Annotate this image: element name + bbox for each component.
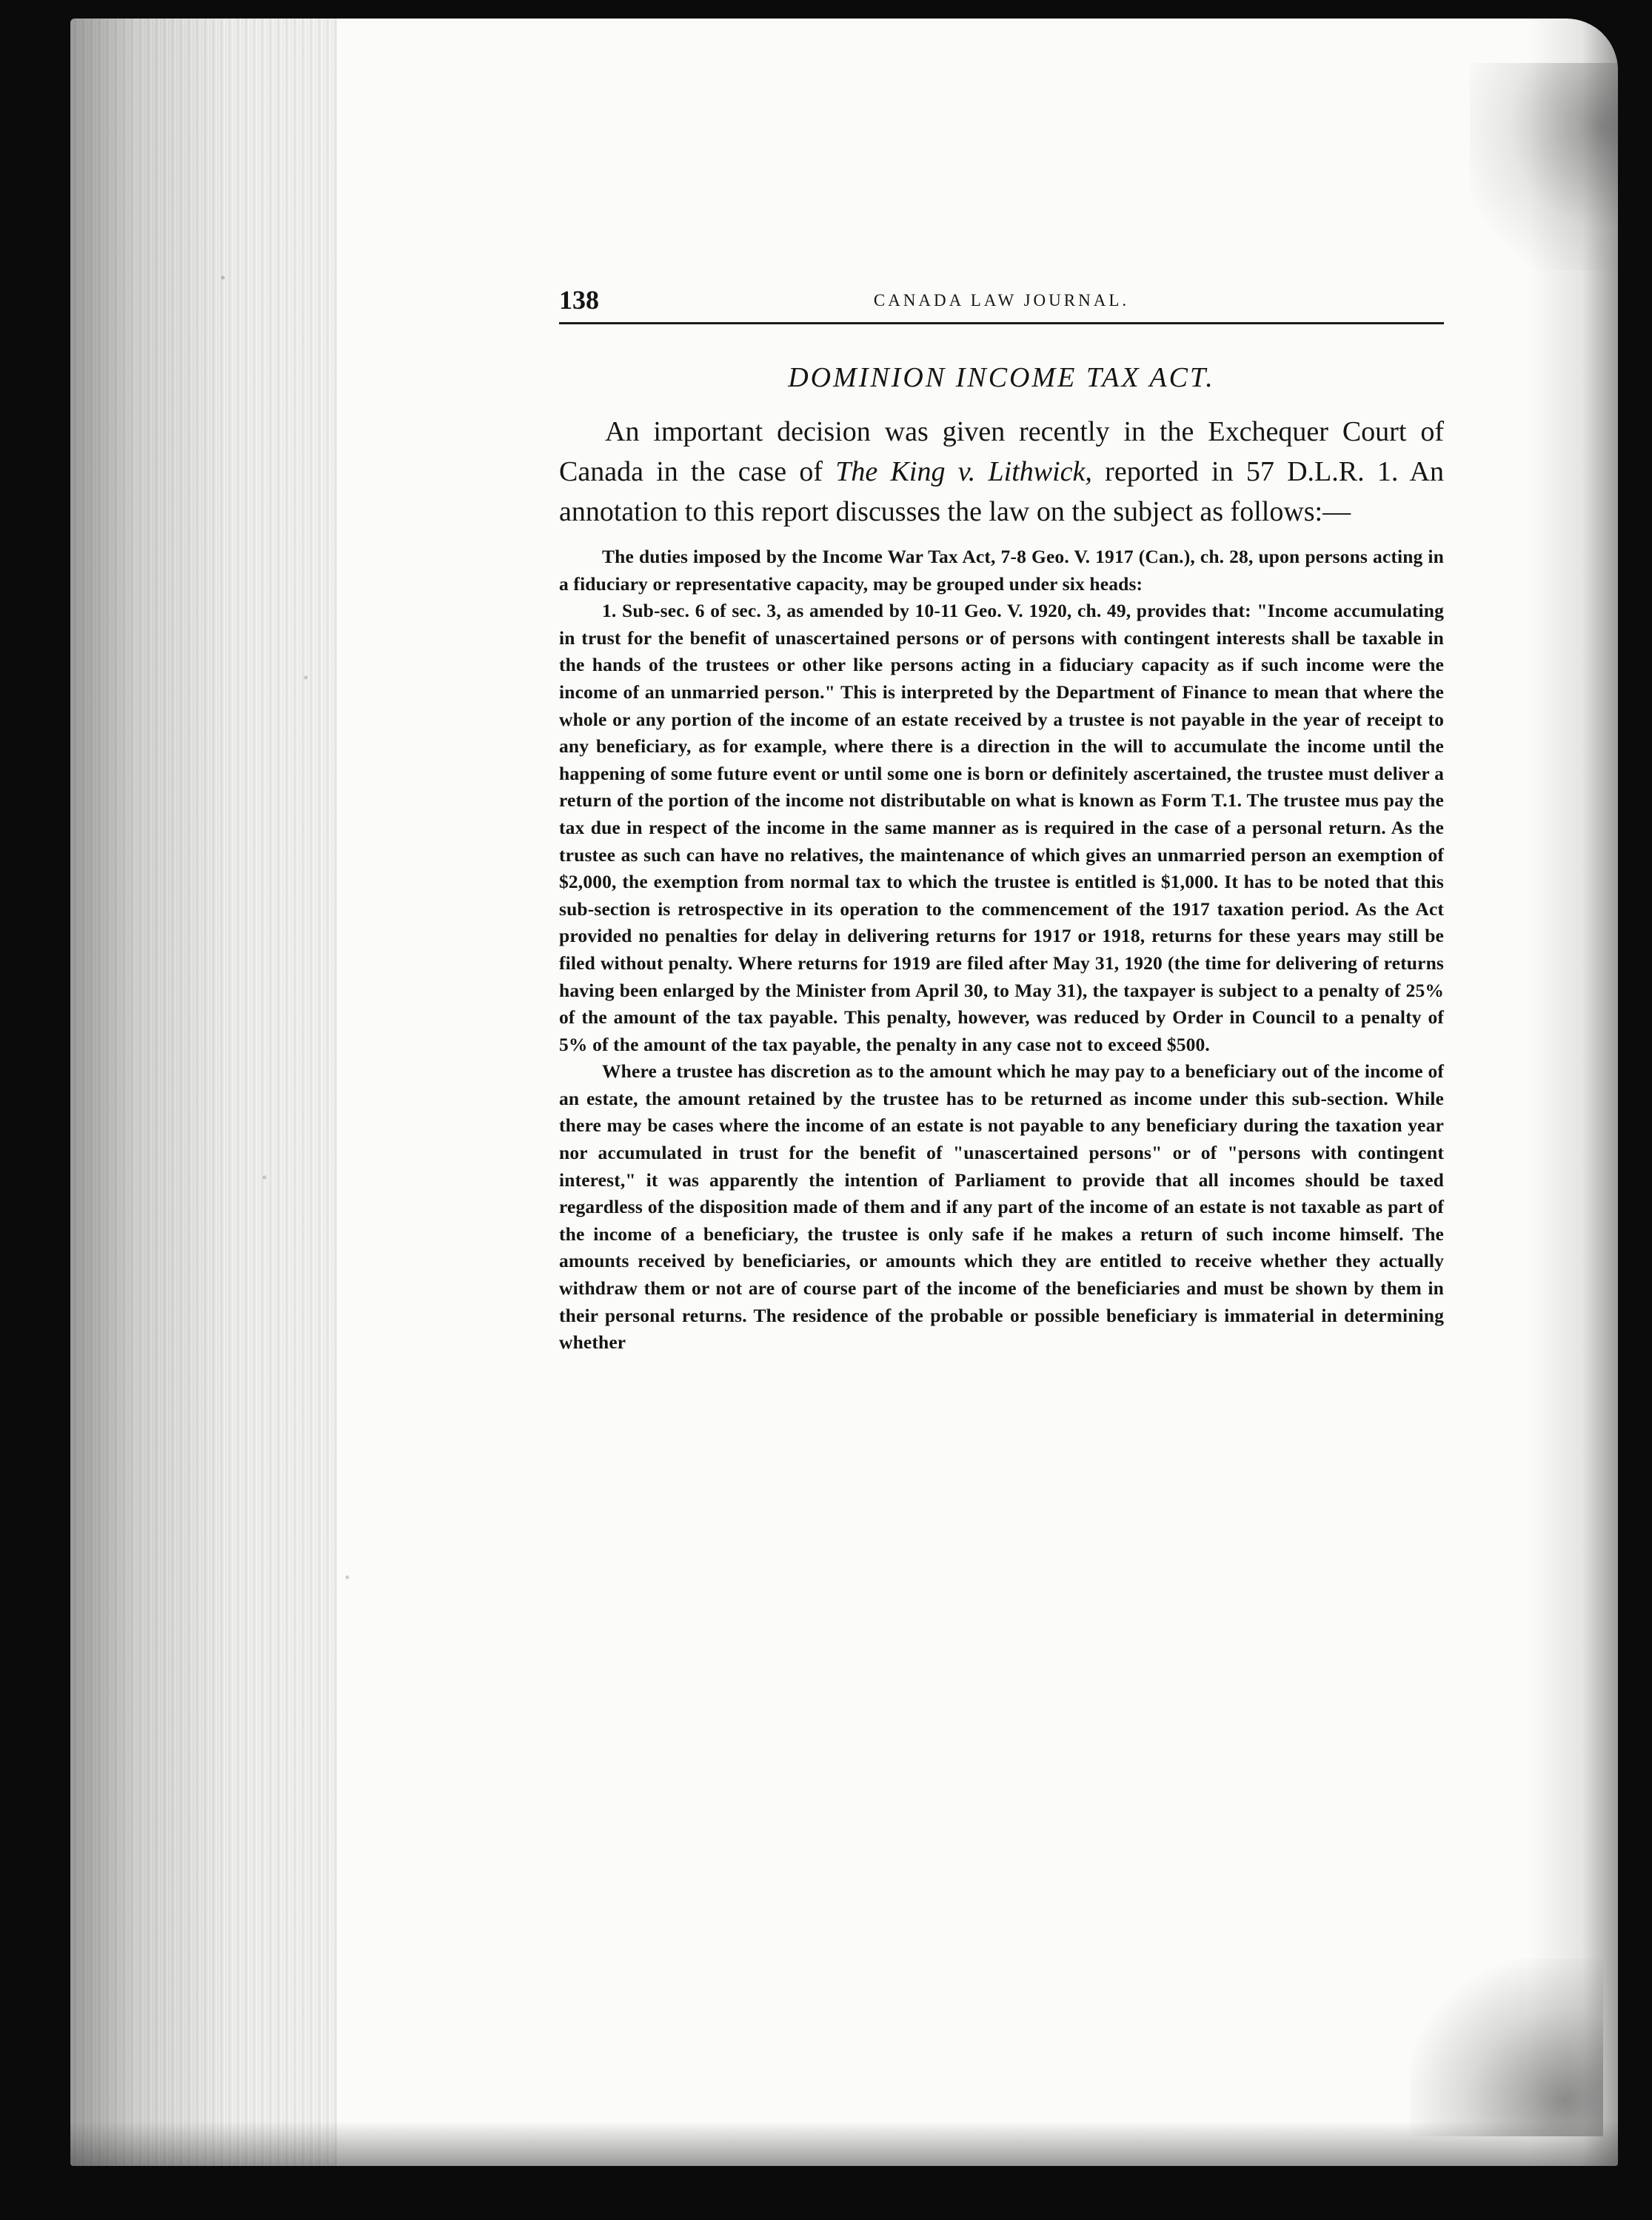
page-text	[559, 285, 1444, 1357]
case-name: The King v. Lithwick,	[835, 456, 1092, 487]
journal-name: CANADA LAW JOURNAL.	[873, 291, 1130, 310]
scan-specks	[181, 78, 389, 2077]
page-number: 138	[559, 285, 599, 315]
corner-smudge-top	[1470, 63, 1618, 270]
article-title: DOMINION INCOME TAX ACT.	[788, 362, 1215, 393]
intro-text-after: reported in 57 D.L.R. 1. An annotation to this report discusses the law on the subject as follows:—	[559, 456, 1444, 527]
paragraph-trustee-discretion: Where a trustee has discretion as to the amount which he may pay to a beneficiary out of the income of an estate, the amount retained by the trustee has to be returned as income under this sub-section. While there may be cases where the income of an estate is not payable to any beneficiary during the taxation year nor accumulated in trust for the benefit of "unascertained persons" or of "persons with contingent interest," it was apparently the intention of Parliament to provide that all incomes should be taxed regardless of the disposition made of them and if any part of the income of an estate is not taxable as part of the income of a beneficiary, the trustee is only safe if he makes a return of such income himself. The amounts received by beneficiaries, or amounts which they are entitled to receive whether they actually withdraw them or not are of course part of the income of the beneficiaries and must be shown by them in their personal returns. The residence of the probable or possible beneficiary is immaterial in determining whether	[559, 1060, 1444, 1354]
intro-text-before: An important decision was given recently in the Exchequer Court of Canada in the case of	[559, 416, 1444, 487]
paragraph-heads: The duties imposed by the Income War Tax Act, 7-8 Geo. V. 1917 (Can.), ch. 28, upon persons acting in a fiduciary or representative capacity, may be grouped under six heads:	[559, 546, 1444, 595]
running-head	[559, 285, 1444, 324]
paragraph-subsection-6: 1. Sub-sec. 6 of sec. 3, as amended by 10-11 Geo. V. 1920, ch. 49, provides that: "Income accumulating in trust for the benefit of unascertained persons or of persons with contingent interests shall be taxable in the hands of the trustees or other like persons acting in a fiduciary capacity as if such income were the income of an unmarried person." This is interpreted by the Department of Finance to mean that where the whole or any portion of the income of an estate received by a trustee is not payable in the year of receipt to any beneficiary, as for example, where there is a direction in the will to accumulate the income until the happening of some future event or until some one is born or definitely ascertained, the trustee must deliver a return of the portion of the income not distributable on what is known as Form T.1. The trustee mus pay the tax due in respect of the income in the same manner as is required in the case of a personal return. As the trustee as such can have no relatives, the maintenance of which gives an unmarried person an exemption of $2,000, the exemption from normal tax to which the trustee is entitled is $1,000. It has to be noted that this sub-section is retrospective in its operation to the commencement of the 1917 taxation period. As the Act provided no penalties for delay in delivering returns for 1917 or 1918, returns for these years may still be filed without penalty. Where returns for 1919 are filed after May 31, 1920 (the time for delivering of returns having been enlarged by the Minister from April 30, to May 31), the taxpayer is subject to a penalty of 25% of the amount of the tax payable. This penalty, however, was reduced by Order in Council to a penalty of 5% of the amount of the tax payable, the penalty in any case not to exceed $500.	[559, 600, 1444, 1055]
page-edge-shadow	[1529, 19, 1618, 2166]
page-bottom-shadow	[70, 2122, 1618, 2166]
intro-paragraph	[559, 412, 1444, 532]
corner-smudge-bottom	[1411, 1959, 1603, 2136]
